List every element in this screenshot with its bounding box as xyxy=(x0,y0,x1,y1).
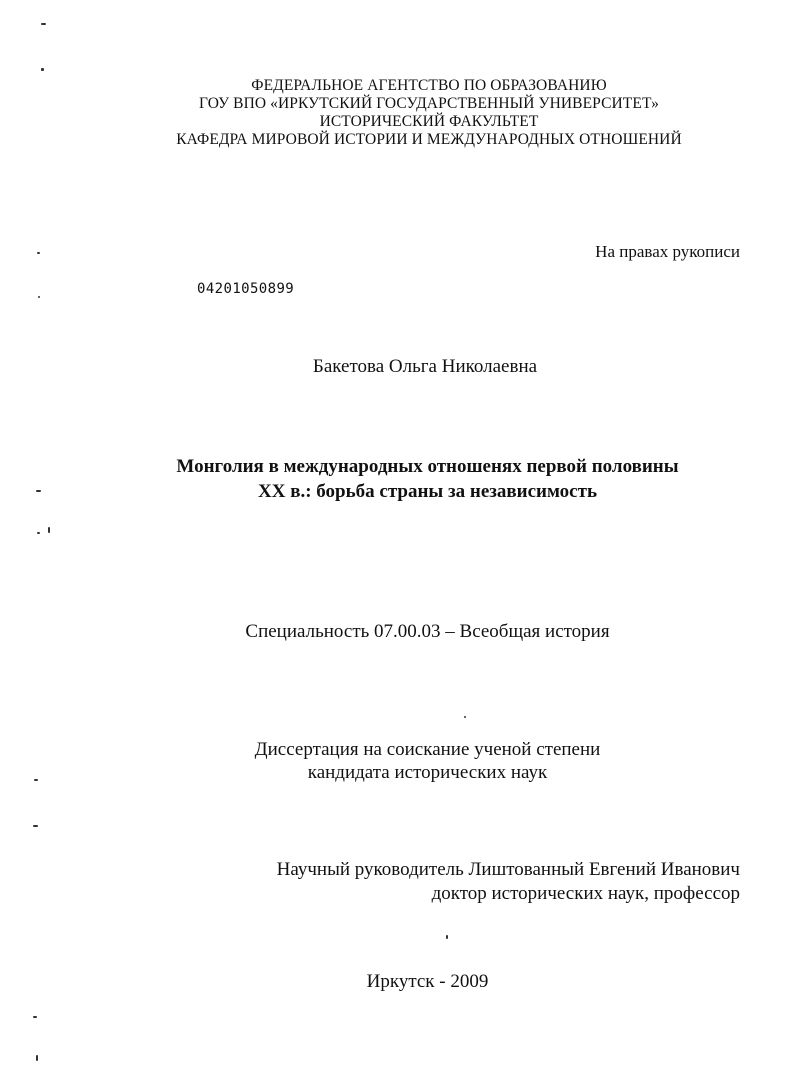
city-year: Иркутск - 2009 xyxy=(366,971,489,992)
scan-speck xyxy=(464,716,466,718)
stamp-number: 04201050899 xyxy=(197,281,295,297)
scan-speck xyxy=(33,1016,37,1018)
scan-speck xyxy=(33,825,38,827)
header-line-university: ГОУ ВПО «ИРКУТСКИЙ ГОСУДАРСТВЕННЫЙ УНИВЕРСИТЕТ» xyxy=(199,95,659,112)
scan-speck xyxy=(37,532,40,534)
scan-speck xyxy=(36,1055,38,1061)
scan-speck xyxy=(446,935,448,939)
scan-speck xyxy=(41,23,46,25)
supervisor-line-2: доктор исторических наук, профессор xyxy=(431,883,740,904)
degree-line-1: Диссертация на соискание ученой степени xyxy=(254,739,601,760)
rights-note: На правах рукописи xyxy=(595,242,740,261)
specialty: Специальность 07.00.03 – Всеобщая история xyxy=(245,621,610,642)
title-line-1: Монголия в международных отношенях первой половины xyxy=(176,456,679,477)
supervisor-block xyxy=(277,858,740,906)
header-line-agency: ФЕДЕРАЛЬНОЕ АГЕНТСТВО ПО ОБРАЗОВАНИЮ xyxy=(251,77,607,94)
scan-speck xyxy=(37,252,40,254)
author-name: Бакетова Ольга Николаевна xyxy=(312,356,538,377)
scan-speck xyxy=(38,296,40,298)
institution-header xyxy=(0,77,798,149)
degree-line-2: кандидата исторических наук xyxy=(307,762,548,783)
scan-speck xyxy=(41,68,44,71)
title-line-2: XX в.: борьба страны за независимость xyxy=(258,481,597,502)
header-line-faculty: ИСТОРИЧЕСКИЙ ФАКУЛЬТЕТ xyxy=(319,113,539,130)
supervisor-line-1: Научный руководитель Лиштованный Евгений Иванович xyxy=(276,859,740,880)
header-line-department: КАФЕДРА МИРОВОЙ ИСТОРИИ И МЕЖДУНАРОДНЫХ ОТНОШЕНИЙ xyxy=(176,131,682,148)
dissertation-title xyxy=(0,454,798,504)
degree-statement xyxy=(0,738,798,784)
scan-speck xyxy=(48,527,50,533)
